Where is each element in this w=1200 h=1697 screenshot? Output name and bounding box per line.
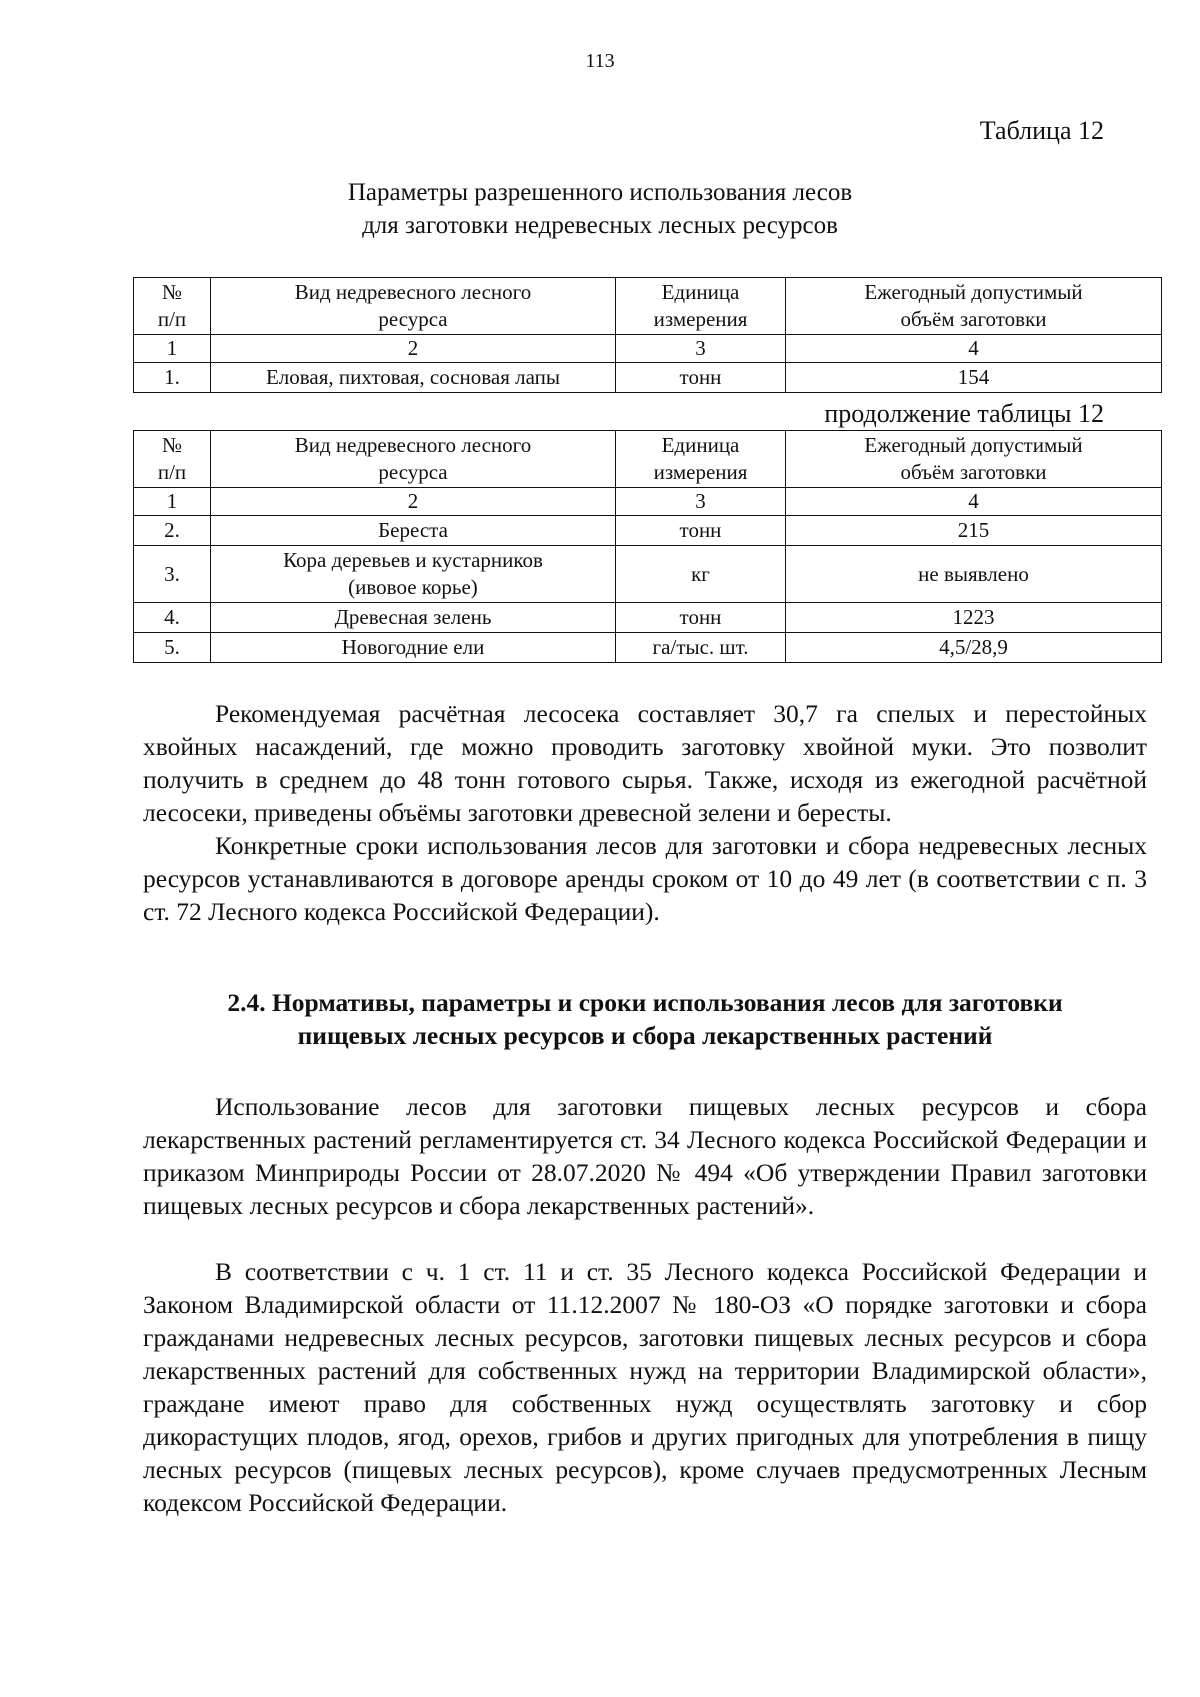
row-number-cell: 1. [134,363,211,393]
header-cell-volume [786,278,1162,335]
body-paragraph: Использование лесов для заготовки пищевых лесных ресурсов и сбора лекарственных растений регламентируется ст. 34 Лесного кодекса Российской Федерации и приказом Минприроды России от 28.07.2020 № 494 «Об утверждении Правил заготовки пищевых лесных ресурсов и сбора лекарственных растений». [143,1092,1147,1220]
page-number: 113 [585,50,615,72]
resource-type-line: Кора деревьев и кустарников [283,548,543,572]
table-row [134,516,1162,546]
unit-cell: тонн [616,516,786,546]
header-cell-resource-type [211,278,616,335]
header-text: объём заготовки [900,307,1047,331]
volume-cell: не выявлено [786,546,1162,603]
header-text: Вид недревесного лесного [294,280,532,304]
header-text: Единица [661,433,740,457]
table-header-row [134,431,1162,488]
unit-cell: тонн [616,363,786,393]
column-number-cell: 1 [134,335,211,363]
resource-type-cell: Древесная зелень [211,603,616,633]
header-text: Ежегодный допустимый [864,433,1083,457]
header-text: измерения [653,307,748,331]
body-paragraph: В соответствии с ч. 1 ст. 11 и ст. 35 Лесного кодекса Российской Федерации и Законом Владимирской области от 11.12.2007 № 180-ОЗ «О порядке заготовки и сбора гражданами недревесных лесных ресурсов, заготовки пищевых лесных ресурсов и сбора лекарственных растений для собственных нужд на территории Владимирской области», граждане имеют право для собственных нужд осуществлять заготовку и сбор дикорастущих плодов, ягод, орехов, грибов и других пригодных для употребления в пищу лесных ресурсов (пищевых лесных ресурсов), кроме случаев предусмотренных Лесным кодексом Российской Федерации. [143,1257,1147,1517]
parameters-table-continued [133,430,1162,663]
header-cell-volume [786,431,1162,488]
unit-cell: га/тыс. шт. [616,633,786,663]
row-number-cell: 4. [134,603,211,633]
header-text: Вид недревесного лесного [294,433,532,457]
section-heading-line-1: 2.4. Нормативы, параметры и сроки использования лесов для заготовки [227,988,1063,1017]
section-heading [130,986,1160,1052]
volume-cell: 154 [786,363,1162,393]
header-cell-number [134,431,211,488]
unit-cell: кг [616,546,786,603]
header-text: п/п [157,460,187,484]
volume-cell: 4,5/28,9 [786,633,1162,663]
body-paragraph: Конкретные сроки использования лесов для заготовки и сбора недревесных лесных ресурсов устанавливаются в договоре аренды сроком от 10 до 49 лет (в соответствии с п. 3 ст. 72 Лесного кодекса Российской Федерации). [143,831,1147,926]
header-cell-number [134,278,211,335]
table-header-row [134,278,1162,335]
row-number-cell: 5. [134,633,211,663]
resource-type-cell: Береста [211,516,616,546]
column-number-row [134,488,1162,516]
table-row [134,633,1162,663]
header-text: № [161,433,183,457]
resource-type-cell [211,546,616,603]
column-number-cell: 3 [616,488,786,516]
header-text: Единица [661,280,740,304]
column-number-cell: 2 [211,335,616,363]
section-heading-line-2: пищевых лесных ресурсов и сбора лекарственных растений [297,1021,993,1050]
row-number-cell: 2. [134,516,211,546]
continuation-label: продолжение таблицы 12 [824,399,1104,428]
parameters-table [133,277,1162,393]
table-title-line-1: Параметры разрешенного использования лесов [347,179,853,206]
column-number-cell: 1 [134,488,211,516]
table-title-line-2: для заготовки недревесных лесных ресурсов [362,212,838,239]
header-text: Ежегодный допустимый [864,280,1083,304]
header-cell-unit [616,278,786,335]
column-number-cell: 2 [211,488,616,516]
table-row [134,603,1162,633]
table-label: Таблица 12 [979,116,1104,145]
header-text: объём заготовки [900,460,1047,484]
table-title [150,176,1050,242]
header-text: № [161,280,183,304]
column-number-cell: 3 [616,335,786,363]
column-number-cell: 4 [786,335,1162,363]
column-number-row [134,335,1162,363]
body-paragraph: Рекомендуемая расчётная лесосека составляет 30,7 га спелых и перестойных хвойных насаждений, где можно проводить заготовку хвойной муки. Это позволит получить в среднем до 48 тонн готового сырья. Также, исходя из ежегодной расчётной лесосеки, приведены объёмы заготовки древесной зелени и бересты. [143,699,1147,827]
resource-type-cell: Еловая, пихтовая, сосновая лапы [211,363,616,393]
row-number-cell: 3. [134,546,211,603]
resource-type-line: (ивовое корье) [348,575,478,599]
volume-cell: 215 [786,516,1162,546]
header-cell-unit [616,431,786,488]
table-row [134,546,1162,603]
header-text: п/п [157,307,187,331]
resource-type-cell: Новогодние ели [211,633,616,663]
header-text: ресурса [378,307,448,331]
column-number-cell: 4 [786,488,1162,516]
table-row [134,363,1162,393]
header-text: измерения [653,460,748,484]
volume-cell: 1223 [786,603,1162,633]
header-cell-resource-type [211,431,616,488]
unit-cell: тонн [616,603,786,633]
header-text: ресурса [378,460,448,484]
